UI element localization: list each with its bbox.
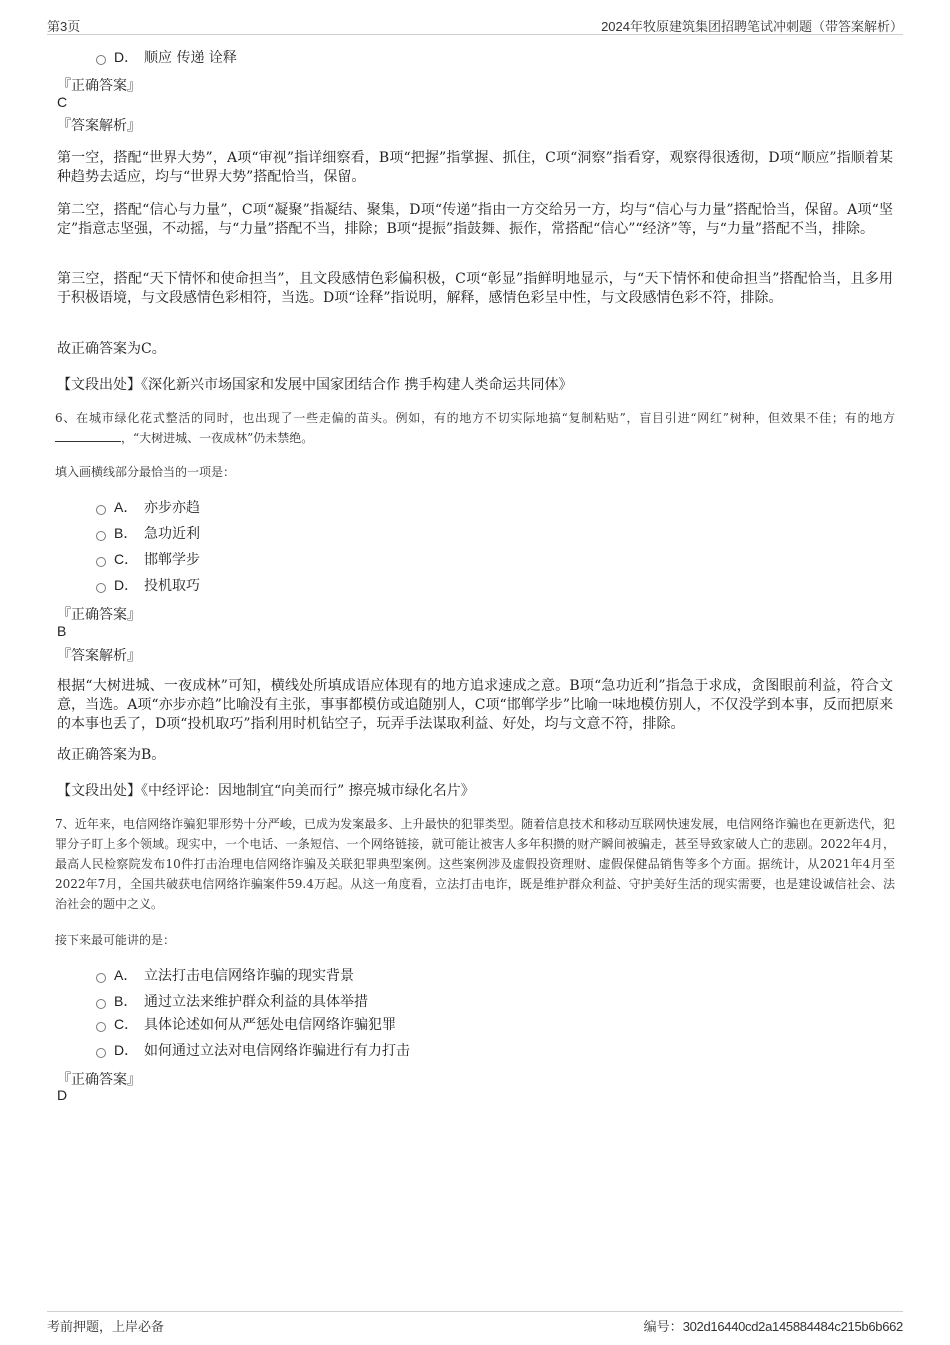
q7-prompt: 接下来最可能讲的是： <box>55 933 176 947</box>
radio-icon[interactable] <box>96 583 106 593</box>
q5-conclusion: 故正确答案为C。 <box>57 341 166 357</box>
fill-blank <box>55 429 121 442</box>
q5-source: 【文段出处】《深化新兴市场国家和发展中国家团结合作 携手构建人类命运共同体》 <box>57 377 573 393</box>
page-footer <box>47 1311 903 1334</box>
q5-analysis-paragraph: 第二空，搭配“信心与力量”，C项“凝聚”指凝结、聚集，D项“传递”指由一方交给另一方，均与“信心与力量”搭配恰当，保留。A项“坚定”指意志坚强，不动摇，与“力量”搭配不当，排除；B项“提振”指鼓舞、振作，常搭配“信心”“经济”等，与“力量”搭配不当，排除。 <box>57 202 893 237</box>
q6-analysis-paragraph: 根据“大树进城、一夜成林”可知，横线处所填成语应体现有的地方追求速成之意。B项“急功近利”指急于求成，贪图眼前利益，符合文意，当选。A项“亦步亦趋”比喻没有主张，事事都模仿或追随别人，C项“邯郸学步”比喻一味地模仿别人，不仅没学到本事，反而把原来的本事也丢了，D项“投机取巧”指利用时机钻空子，玩弄手法谋取利益、好处，均与文意不符，排除。 <box>57 678 893 732</box>
q6-source: 【文段出处】《中经评论：因地制宜“向美而行” 擦亮城市绿化名片》 <box>57 783 475 799</box>
q7-option-b[interactable]: B． 通过立法来维护群众利益的具体举措 <box>96 991 368 1011</box>
q7-answer: D <box>57 1087 68 1103</box>
radio-icon[interactable] <box>96 973 106 983</box>
radio-icon[interactable] <box>96 1048 106 1058</box>
q7-stem: 7、近年来，电信网络诈骗犯罪形势十分严峻，已成为发案最多、上升最快的犯罪类型。随着信息技术和移动互联网快速发展，电信网络诈骗也在更新迭代，犯罪分子盯上多个领域。现实中，一个电话、一条短信、一个网络链接，就可能让被害人多年积攒的财产瞬间被骗走，甚至导致家破人亡的悲剧。2022年4月，最高人民检察院发布10件打击治理电信网络诈骗及关联犯罪典型案例。这些案例涉及虚假投资理财、虚假保健品销售等多个方面。据统计，从2021年4月至2022年7月，全国共破获电信网络诈骗案件59.4万起。从这一角度看，立法打击电诈，既是维护群众利益、守护美好生活的现实需要，也是建设诚信社会、法治社会的题中之义。 <box>55 817 895 911</box>
q5-analysis-paragraph: 第三空，搭配“天下情怀和使命担当”，且文段感情色彩偏积极，C项“彰显”指鲜明地显示，与“天下情怀和使命担当”搭配恰当，且多用于积极语境，与文段感情色彩相符，当选。D项“诠释”指说明，解释，感情色彩呈中性，与文段感情色彩不符，排除。 <box>57 271 893 306</box>
radio-icon[interactable] <box>96 531 106 541</box>
q6-answer: B <box>57 623 67 639</box>
q6-option-d[interactable]: D． 投机取巧 <box>96 575 200 595</box>
q5-analysis-title: 『答案解析』 <box>57 118 141 134</box>
radio-icon[interactable] <box>96 55 106 65</box>
q5-answer-title: 『正确答案』 <box>57 78 141 94</box>
radio-icon[interactable] <box>96 557 106 567</box>
q7-option-c[interactable]: C． 具体论述如何从严惩处电信网络诈骗犯罪 <box>96 1014 396 1034</box>
q6-analysis-title: 『答案解析』 <box>57 648 141 664</box>
document-code: 编号：302d16440cd2a145884484c215b6b662 <box>643 1319 903 1334</box>
q6-stem: 6、在城市绿化花式整活的同时，也出现了一些走偏的苗头。例如，有的地方不切实际地搞“复制粘贴”，盲目引进“网红”树种，但效果不佳；有的地方，“大树进城、一夜成林”仍未禁绝。 <box>55 411 895 445</box>
q5-option-d[interactable]: D． 顺应 传递 诠释 <box>96 47 237 67</box>
page-number: 第3页 <box>47 19 81 34</box>
q6-option-a[interactable]: A． 亦步亦趋 <box>96 497 200 517</box>
q5-answer: C <box>57 94 68 110</box>
q6-conclusion: 故正确答案为B。 <box>57 747 166 763</box>
radio-icon[interactable] <box>96 505 106 515</box>
q5-analysis-paragraph: 第一空，搭配“世界大势”，A项“审视”指详细察看，B项“把握”指掌握、抓住，C项“洞察”指看穿，观察得很透彻，D项“顺应”指顺着某种趋势去适应，均与“世界大势”搭配恰当，保留。 <box>57 150 893 185</box>
document-title: 2024年牧原建筑集团招聘笔试冲刺题（带答案解析） <box>601 19 903 34</box>
q6-prompt: 填入画横线部分最恰当的一项是： <box>55 465 236 479</box>
radio-icon[interactable] <box>96 999 106 1009</box>
q6-answer-title: 『正确答案』 <box>57 607 141 623</box>
q6-option-b[interactable]: B． 急功近利 <box>96 523 200 543</box>
page-header <box>47 14 903 35</box>
q7-answer-title: 『正确答案』 <box>57 1072 141 1088</box>
radio-icon[interactable] <box>96 1022 106 1032</box>
q7-option-d[interactable]: D． 如何通过立法对电信网络诈骗进行有力打击 <box>96 1040 410 1060</box>
footer-slogan: 考前押题，上岸必备 <box>47 1319 165 1334</box>
q6-option-c[interactable]: C． 邯郸学步 <box>96 549 200 569</box>
q7-option-a[interactable]: A． 立法打击电信网络诈骗的现实背景 <box>96 965 354 985</box>
